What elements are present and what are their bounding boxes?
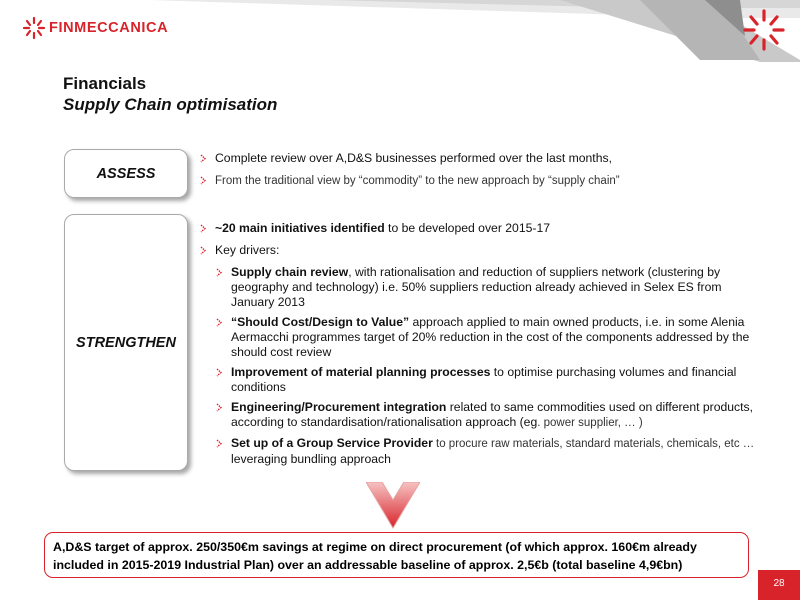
list-item: ~20 main initiatives identified to be developed over 2015-17 — [198, 221, 768, 236]
bullet-arrow-icon — [216, 318, 225, 327]
driver-item: Set up of a Group Service Provider to procure raw materials, standard materials, chemicals, etc … leveraging bundling approach — [198, 436, 768, 467]
driver-item: “Should Cost/Design to Value” approach applied to main owned products, i.e. in some Alenia Aermacchi programmes target of 20% reduction in the cost of the components addressed by the should cost review — [198, 315, 768, 360]
bullet-arrow-icon — [216, 439, 225, 448]
down-chevron-icon — [366, 482, 420, 530]
bullet-arrow-icon — [216, 268, 225, 277]
driver-item: Supply chain review, with rationalisation and reduction of suppliers network (clustering by geography and technology) i.e. 50% suppliers reduction already achieved in Selex ES from January 2013 — [198, 265, 768, 310]
page-number: 28 — [758, 570, 800, 600]
strengthen-label: STRENGTHEN — [76, 334, 176, 351]
bullet-arrow-icon — [216, 368, 225, 377]
bullet-arrow-icon — [200, 224, 209, 233]
page-subtitle: Supply Chain optimisation — [63, 95, 278, 114]
target-line-1: A,D&S target of approx. 250/350€m savings at regime on direct procurement (of which approx. 160€m already — [53, 540, 697, 554]
list-item: Key drivers: — [198, 243, 768, 258]
finmeccanica-logo — [22, 16, 168, 40]
bullet-arrow-icon — [200, 246, 209, 255]
assess-box — [64, 149, 188, 198]
list-item: From the traditional view by “commodity” to the new approach by “supply chain” — [198, 173, 768, 189]
bullet-arrow-icon — [200, 154, 209, 163]
target-summary-box — [44, 532, 749, 578]
strengthen-box — [64, 214, 188, 471]
driver-item: Improvement of material planning processes to optimise purchasing volumes and financial conditions — [198, 365, 768, 395]
logo-text: FINMECCANICA — [49, 20, 169, 36]
page-title: Financials — [63, 74, 147, 93]
assess-label: ASSESS — [96, 165, 156, 182]
strengthen-bullet-list — [198, 221, 768, 472]
target-line-2: included in 2015-2019 Industrial Plan) over an addressable baseline of approx. 2,5€b (total baseline 4,9€bn) — [53, 558, 683, 572]
driver-item: Engineering/Procurement integration related to same commodities used on different products, according to standardisation/rationalisation approach (eg. power supplier, … ) — [198, 400, 768, 431]
bullet-arrow-icon — [216, 403, 225, 412]
list-item: Complete review over A,D&S businesses performed over the last months, — [198, 151, 768, 166]
bullet-arrow-icon — [200, 176, 209, 185]
assess-bullet-list — [198, 151, 768, 196]
star-burst-corner-icon — [742, 8, 786, 52]
star-burst-icon — [22, 16, 46, 40]
